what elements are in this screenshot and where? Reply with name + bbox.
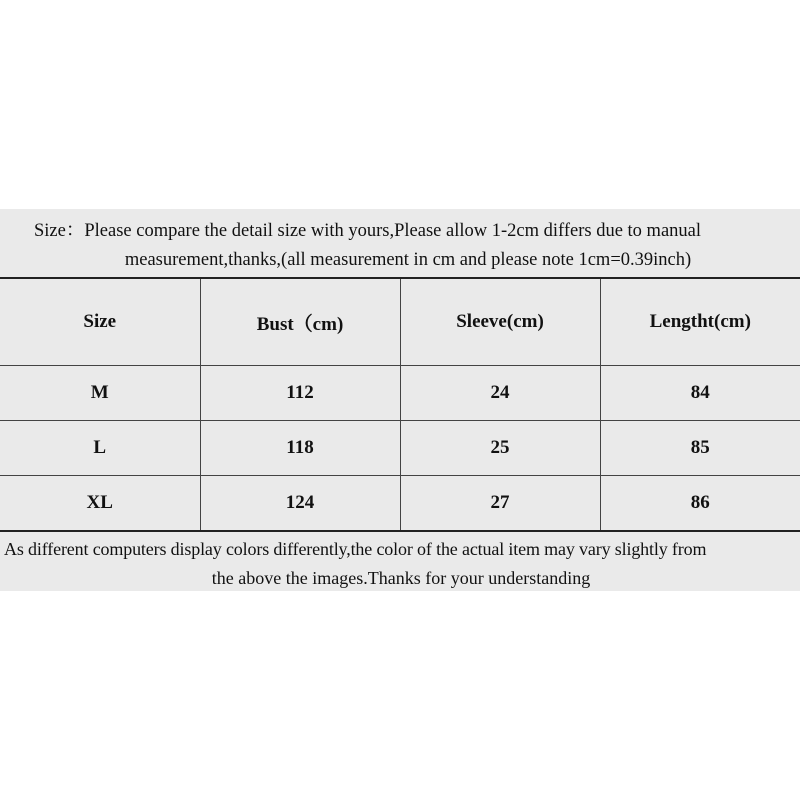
- table-header-row: [0, 278, 800, 366]
- cell-size: L: [0, 421, 200, 476]
- cell-sleeve: 25: [400, 421, 600, 476]
- cell-length: 84: [600, 366, 800, 421]
- color-notice: [0, 531, 800, 591]
- cell-sleeve: 24: [400, 366, 600, 421]
- size-notice-line-1: Size：Please compare the detail size with yours,Please allow 1-2cm differs due to manual: [34, 221, 702, 241]
- cell-bust: 112: [200, 366, 400, 421]
- size-table: [0, 277, 800, 532]
- cell-sleeve: 27: [400, 476, 600, 532]
- header-bust: Bust（cm): [200, 278, 400, 366]
- size-notice: [0, 209, 800, 277]
- size-notice-line-2: measurement,thanks,(all measurement in cm and please note 1cm=0.39inch): [124, 250, 692, 270]
- table-row: [0, 421, 800, 476]
- header-size: Size: [0, 278, 200, 366]
- header-sleeve: Sleeve(cm): [400, 278, 600, 366]
- color-notice-line-1: As different computers display colors differently,the color of the actual item may vary slightly from: [4, 539, 707, 559]
- cell-bust: 124: [200, 476, 400, 532]
- cell-length: 85: [600, 421, 800, 476]
- table-row: [0, 366, 800, 421]
- cell-size: XL: [0, 476, 200, 532]
- cell-bust: 118: [200, 421, 400, 476]
- color-notice-line-2: the above the images.Thanks for your understanding: [211, 568, 591, 588]
- cell-length: 86: [600, 476, 800, 532]
- header-length: Lengtht(cm): [600, 278, 800, 366]
- cell-size: M: [0, 366, 200, 421]
- size-chart: [0, 209, 800, 591]
- table-row: [0, 476, 800, 532]
